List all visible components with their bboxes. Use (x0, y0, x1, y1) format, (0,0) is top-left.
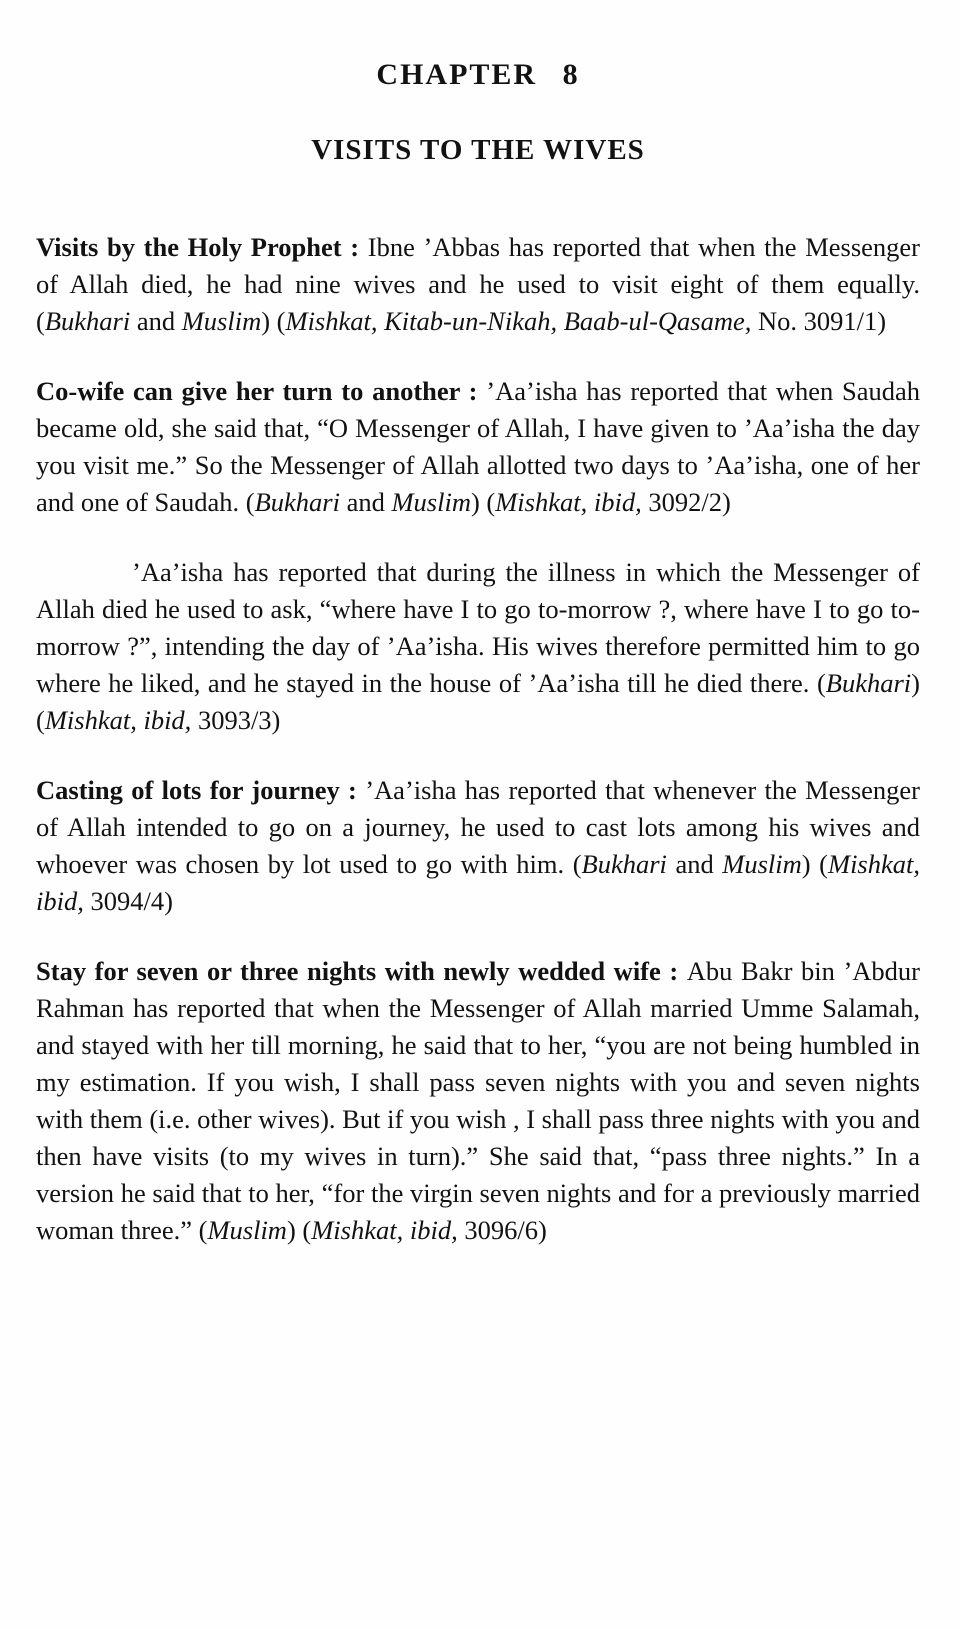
text-segment-italic: Mishkat, ibid, (495, 487, 642, 517)
text-segment-bold: Casting of lots for journey : (36, 775, 366, 805)
paragraph (36, 772, 920, 920)
text-segment-normal: ) ( (286, 1215, 312, 1245)
text-segment-normal: 3092/2) (641, 487, 731, 517)
paragraph (36, 229, 920, 340)
text-segment-normal: and (339, 487, 392, 517)
text-segment-normal: ) ( (801, 849, 828, 879)
text-segment-italic: Muslim (181, 306, 262, 336)
page-title: VISITS TO THE WIVES (311, 134, 645, 166)
text-segment-italic: Mishkat, ibid, (36, 849, 920, 916)
text-segment-italic: Bukhari (581, 849, 667, 879)
text-segment-italic: Muslim (722, 849, 802, 879)
text-segment-italic: Muslim (391, 487, 471, 517)
text-segment-italic: Bukhari (254, 487, 340, 517)
text-segment-normal: ) ( (261, 306, 286, 336)
text-segment-italic: Mishkat, Kitab-un-Nikah, Baab-ul-Qasame, (285, 306, 752, 336)
text-segment-bold: Stay for seven or three nights with newly wedded wife : (36, 956, 687, 986)
text-segment-normal: 3094/4) (83, 886, 173, 916)
text-segment-normal: 3093/3) (191, 705, 281, 735)
text-segment-normal: ) ( (470, 487, 496, 517)
text-segment-normal: 3096/6) (457, 1215, 547, 1245)
text-segment-normal: Ibne ’Abbas has reported that when the Messenger of Allah died, he had nine wives and he used to visit eight of them equally. ( (36, 232, 920, 336)
text-segment-normal: ’Aa’isha has reported that when Saudah became old, she said that, “O Messenger of Allah, I have given to ’Aa’isha the day you visit me.” So the Messenger of Allah allotted two days to ’Aa’isha, one of her and one of Saudah. ( (36, 376, 921, 517)
chapter-heading: CHAPTER 8 (376, 58, 580, 91)
paragraph (36, 373, 920, 521)
paragraph (36, 953, 920, 1249)
text-segment-normal: and (130, 306, 182, 336)
text-segment-normal: ’Aa’isha has reported that whenever the Messenger of Allah intended to go on a journey, he used to cast lots among his wives and whoever was chosen by lot used to go with him. ( (36, 775, 920, 879)
text-segment-normal: No. 3091/1) (751, 306, 887, 336)
text-segment-italic: Bukhari (825, 668, 912, 698)
paragraphs-container (36, 229, 920, 1249)
text-segment-normal: ) ( (36, 668, 920, 735)
text-segment-italic: Bukhari (44, 306, 131, 336)
text-segment-bold: Visits by the Holy Prophet : (36, 232, 368, 262)
text-segment-bold: Co-wife can give her turn to another : (36, 376, 487, 406)
text-segment-italic: Muslim (207, 1215, 287, 1245)
text-segment-italic: Mishkat, ibid, (311, 1215, 458, 1245)
text-segment-normal: Abu Bakr bin ’Abdur Rahman has reported that when the Messenger of Allah married Umme Salamah, and stayed with her till morning, he said that to her, “you are not being humbled in my estimation. If you wish, I shall pass seven nights with you and seven nights with them (i.e. other wives). But if you wish , I shall pass three nights with you and then have visits (to my wives in turn).” She said that, “pass three nights.” In a version he said that to her, “for the virgin seven nights and for a previously married woman three.” ( (36, 956, 920, 1245)
text-segment-italic: Mishkat, ibid, (44, 705, 192, 735)
text-segment-normal: ’Aa’isha has reported that during the illness in which the Messenger of Allah died he used to ask, “where have I to go to-morrow ?, where have I to go to-morrow ?”, intending the day of ’Aa’isha. His wives therefore permitted him to go where he liked, and he stayed in the house of ’Aa’isha till he died there. ( (36, 557, 920, 698)
paragraph (36, 554, 920, 739)
text-segment-normal: and (666, 849, 723, 879)
